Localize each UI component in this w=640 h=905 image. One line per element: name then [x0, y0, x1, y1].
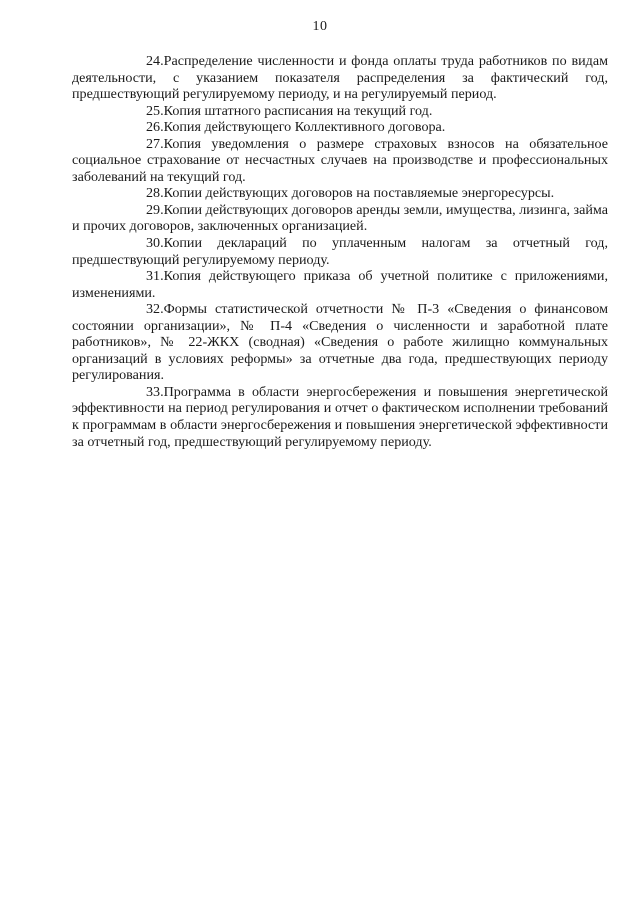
list-item-32: [72, 301, 608, 384]
list-item-26: [72, 119, 608, 136]
item-number: 32.: [146, 301, 164, 318]
list-item-31: [72, 268, 608, 301]
item-number: 26.: [146, 119, 164, 136]
item-text: Копии действующих договоров аренды земли, имущества, лизинга, займа и прочих договоров, заключенных организацией.: [72, 201, 608, 235]
item-number: 24.: [146, 53, 164, 69]
item-text: Копия штатного расписания на текущий год.: [163, 102, 433, 119]
item-text: Копия действующего приказа об учетной политике с приложениями, изменениями.: [72, 268, 608, 301]
list-item-30: [72, 235, 608, 268]
item-number: 30.: [146, 235, 164, 252]
list-item-33: [72, 384, 608, 450]
item-number: 27.: [146, 135, 164, 152]
item-number: 29.: [146, 201, 164, 218]
item-text: Копии действующих договоров на поставляемые энергоресурсы.: [163, 185, 555, 202]
list-item-25: [72, 103, 608, 120]
item-number: 28.: [146, 185, 164, 202]
item-text: Формы статистической отчетности № П-3 «Сведения о финансовом состоянии организации», № П-4 «Сведения о численности и заработной плате работников», № 22-ЖКХ (сводная) «Сведения о работе жилищно коммунальных организаций в условиях реформы» за отчетные два года, предшествующих периоду регулирования.: [72, 301, 608, 384]
list-item-28: [72, 185, 608, 202]
item-text: Копия действующего Коллективного договора.: [163, 119, 446, 136]
item-text: Копии деклараций по уплаченным налогам за отчетный год, предшествующий регулируемому периоду.: [72, 235, 608, 268]
list-item-27: [72, 136, 608, 186]
page-number: 10: [312, 19, 328, 34]
item-text: Распределение численности и фонда оплаты труда работников по видам деятельности, с указанием показателя распределения за фактический год, предшествующий регулируемому периоду, и на регулируемый период.: [72, 53, 608, 103]
list-item-29: [72, 202, 608, 235]
item-text: Копия уведомления о размере страховых взносов на обязательное социальное страхование от несчастных случаев на производстве и профессиональных заболеваний на текущий год.: [72, 135, 608, 185]
item-number: 33.: [146, 383, 164, 400]
document-body: [72, 53, 608, 450]
item-number: 31.: [146, 268, 164, 285]
list-item-24: [72, 53, 608, 103]
item-number: 25.: [146, 102, 164, 119]
item-text: Программа в области энергосбережения и повышения энергетической эффективности на период регулирования и отчет о фактическом исполнении требований к программам в области энергосбережения и повышения энергетической эффективности за отчетный год, предшествующий регулируемому периоду.: [72, 383, 608, 450]
